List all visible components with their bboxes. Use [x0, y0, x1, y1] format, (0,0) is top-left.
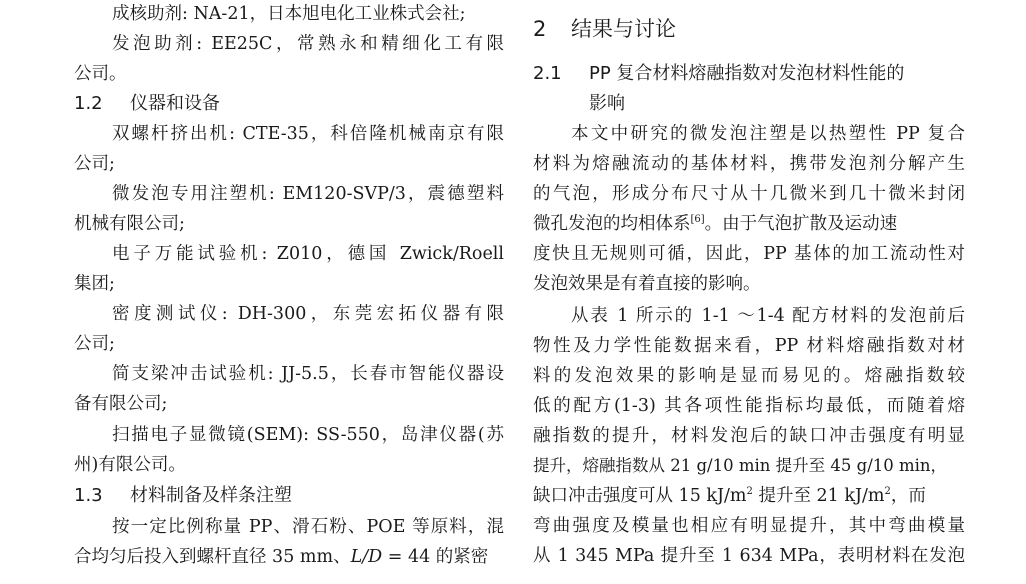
- text-fragment: 微孔发泡的均相体系: [533, 214, 691, 234]
- heading-title: 仪器和设备: [130, 93, 220, 114]
- text-line: 扫描电子显微镜(SEM): SS-550，岛津仪器(苏: [112, 425, 504, 445]
- text-line: 材料为熔融流动的基体材料，携带发泡剂分解产生: [533, 154, 965, 174]
- text-line: 州)有限公司。: [74, 455, 186, 475]
- text-line: [74, 542, 504, 572]
- superscript: 2: [884, 486, 891, 498]
- text-line: 物性及力学性能数据来看，PP 材料熔融指数对材: [533, 336, 965, 356]
- text-line: 公司;: [74, 334, 115, 354]
- subsection-heading-2-1: [533, 59, 965, 89]
- text-fragment: 提升至 21 kJ/m: [752, 486, 885, 506]
- superscript: 2: [746, 486, 753, 498]
- text-fragment-italic: L/D: [350, 547, 383, 567]
- text-fragment: ，而: [890, 486, 926, 506]
- subsection-number: 2.1: [533, 63, 562, 84]
- text-line: 低的配方(1-3) 其各项性能指标均最低，而随着熔: [533, 396, 965, 416]
- text-line: 备有限公司;: [74, 394, 168, 414]
- text-line: [533, 481, 965, 511]
- text-line: 机械有限公司;: [74, 214, 185, 234]
- text-line: 密度测试仪: DH-300，东莞宏拓仪器有限: [112, 304, 504, 324]
- section-title: 结果与讨论: [571, 17, 676, 41]
- heading-number: 1.3: [74, 485, 103, 506]
- text-line: 简支梁冲击试验机: JJ-5.5，长春市智能仪器设: [112, 364, 504, 384]
- text-line: 从表 1 所示的 1-1 ～1-4 配方材料的发泡前后: [571, 306, 965, 326]
- text-line: 本文中研究的微发泡注塑是以热塑性 PP 复合: [571, 124, 965, 144]
- text-line: 料的发泡效果的影响是显而易见的。熔融指数较: [533, 366, 965, 386]
- citation: [6]: [690, 214, 705, 226]
- text-line: 公司。: [74, 64, 127, 84]
- text-line: 成核助剂: NA-21，日本旭电化工业株式会社;: [112, 4, 466, 24]
- section-number: 2: [533, 17, 547, 41]
- text-fragment: 合均匀后投入到螺杆直径 35 mm、: [74, 547, 351, 567]
- text-line: 双螺杆挤出机: CTE-35，科倍隆机械南京有限: [112, 124, 504, 144]
- text-fragment: 缺口冲击强度可从 15 kJ/m: [533, 486, 747, 506]
- text-line: 公司;: [74, 154, 115, 174]
- text-line: [533, 209, 965, 239]
- text-line: 微发泡专用注塑机: EM120-SVP/3，震德塑料: [112, 184, 504, 204]
- text-line: 度快且无规则可循，因此，PP 基体的加工流动性对: [533, 244, 965, 264]
- section-heading-2: [533, 13, 965, 45]
- heading-1-3: [74, 481, 504, 511]
- text-fragment: 。由于气泡扩散及运动速: [704, 214, 898, 234]
- subsection-title: PP 复合材料熔融指数对发泡材料性能的: [589, 63, 905, 84]
- text-line: 融指数的提升，材料发泡后的缺口冲击强度有明显: [533, 426, 965, 446]
- text-line: 发泡助剂: EE25C，常熟永和精细化工有限: [112, 34, 504, 54]
- text-line: 发泡效果是有着直接的影响。: [533, 274, 761, 294]
- text-line: 集团;: [74, 274, 115, 294]
- text-line: 提升，熔融指数从 21 g/10 min 提升至 45 g/10 min，: [533, 456, 948, 475]
- heading-1-2: [74, 89, 504, 119]
- text-line: 电子万能试验机: Z010，德国 Zwick/Roell: [112, 244, 504, 264]
- text-fragment: = 44 的紧密: [382, 547, 489, 567]
- text-line: 从 1 345 MPa 提升至 1 634 MPa，表明材料在发泡: [533, 546, 965, 566]
- subsection-title-cont: 影响: [589, 93, 625, 114]
- heading-number: 1.2: [74, 93, 103, 114]
- text-line: 弯曲强度及模量也相应有明显提升，其中弯曲模量: [533, 516, 965, 536]
- text-line: 的气泡，形成分布尺寸从十几微米到几十微米封闭: [533, 184, 965, 204]
- heading-title: 材料制备及样条注塑: [130, 485, 292, 506]
- text-line: 按一定比例称量 PP、滑石粉、POE 等原料，混: [112, 517, 504, 537]
